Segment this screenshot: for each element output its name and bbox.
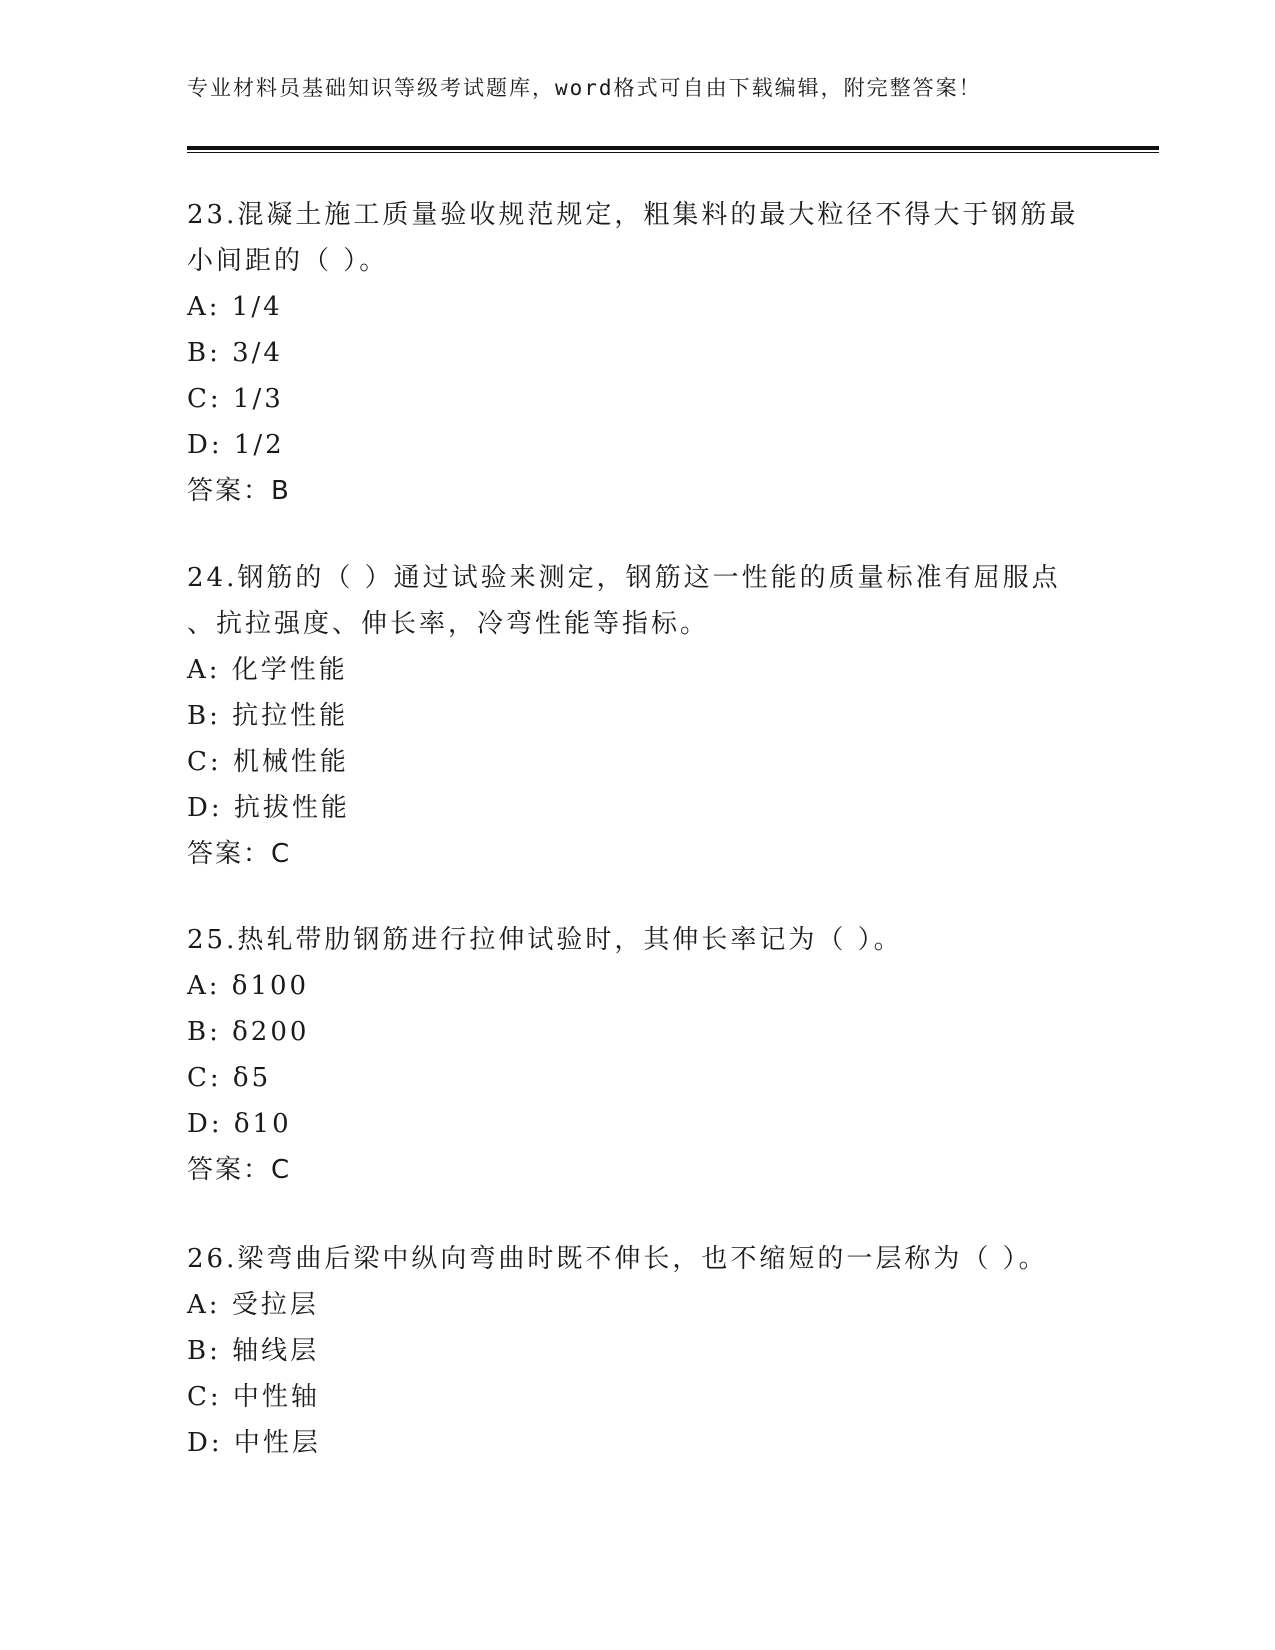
question-stem: 23.混凝土施工质量验收规范规定，粗集料的最大粒径不得大于钢筋最 — [187, 200, 1079, 230]
option-c: C: δ5 — [187, 1063, 272, 1093]
question-24 — [187, 555, 1087, 877]
question-stem: 26.梁弯曲后梁中纵向弯曲时既不伸长，也不缩短的一层称为（ ）。 — [187, 1244, 1048, 1274]
option-a: A: 化学性能 — [187, 655, 348, 685]
document-header: 专业材料员基础知识等级考试题库，word格式可自由下载编辑，附完整答案！ — [187, 76, 982, 100]
question-stem-continued: 小间距的（ ）。 — [187, 246, 389, 276]
option-c: C: 机械性能 — [187, 747, 349, 777]
question-stem: 25.热轧带肋钢筋进行拉伸试验时，其伸长率记为（ ）。 — [187, 925, 903, 955]
option-b: B: 抗拉性能 — [187, 701, 349, 731]
header-divider-thin — [187, 152, 1159, 153]
answer: 答案：C — [187, 1155, 292, 1185]
option-d: D: 抗拔性能 — [187, 793, 350, 823]
option-c: C: 1/3 — [187, 384, 284, 414]
question-23 — [187, 192, 1087, 514]
option-b: B: δ200 — [187, 1017, 310, 1047]
question-26 — [187, 1236, 1087, 1466]
option-a: A: 1/4 — [187, 292, 283, 322]
option-a: A: δ100 — [187, 971, 310, 1001]
question-25 — [187, 917, 1087, 1193]
question-stem-continued: 、抗拉强度、伸长率，冷弯性能等指标。 — [187, 609, 710, 639]
option-d: D: 1/2 — [187, 430, 285, 460]
question-stem: 24.钢筋的（ ）通过试验来测定，钢筋这一性能的质量标准有屈服点 — [187, 563, 1061, 593]
option-b: B: 3/4 — [187, 338, 283, 368]
answer: 答案：C — [187, 839, 292, 869]
option-a: A: 受拉层 — [187, 1290, 319, 1320]
option-d: D: 中性层 — [187, 1428, 321, 1458]
option-b: B: 轴线层 — [187, 1336, 320, 1366]
header-divider-thick — [187, 146, 1159, 150]
option-d: D: δ10 — [187, 1109, 292, 1139]
option-c: C: 中性轴 — [187, 1382, 320, 1412]
answer: 答案：B — [187, 476, 291, 506]
